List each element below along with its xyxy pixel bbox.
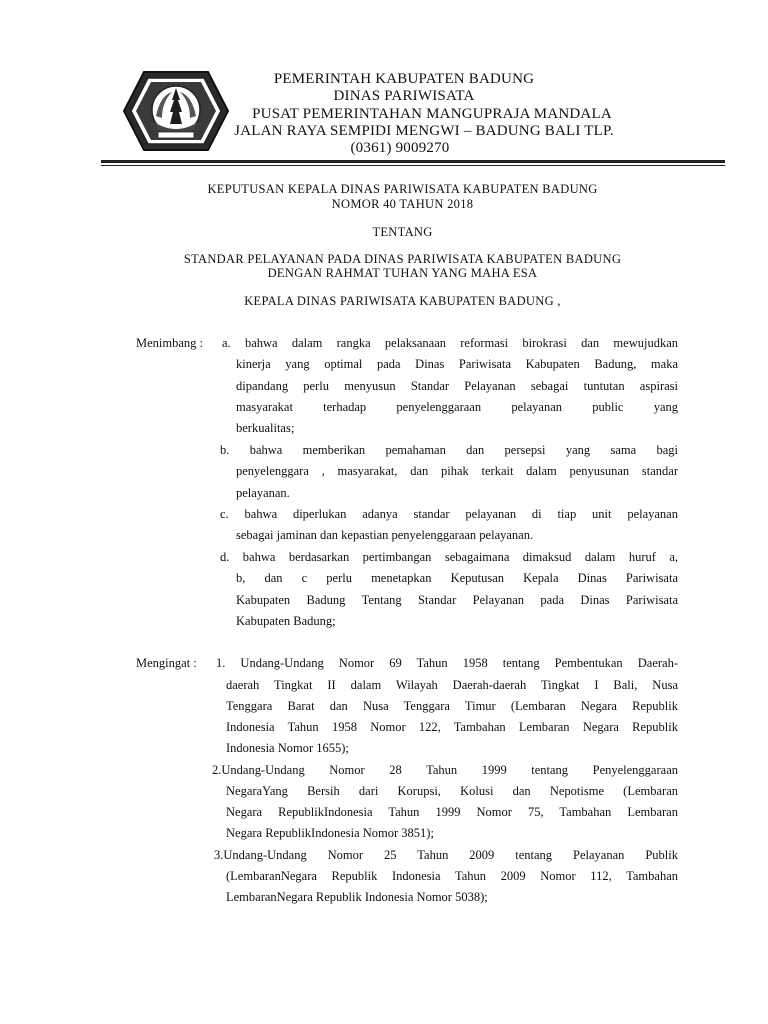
- menimbang-label: Menimbang :: [136, 336, 204, 350]
- decree-about: TENTANG: [372, 225, 433, 239]
- decree-title: KEPUTUSAN KEPALA DINAS PARIWISATA KABUPATEN BADUNG: [207, 182, 598, 196]
- menimbang-line: b, dan c perlu menetapkan Keputusan Kepala Dinas Pariwisata: [236, 571, 678, 585]
- decree-official: KEPALA DINAS PARIWISATA KABUPATEN BADUNG ,: [244, 294, 561, 308]
- menimbang-line: dipandang perlu menyusun Standar Pelayanan sebagai tuntutan aspirasi: [236, 379, 678, 393]
- header-government-name: PEMERINTAH KABUPATEN BADUNG: [273, 71, 535, 87]
- menimbang-line: masyarakat terhadap penyelenggaraan pelayanan public yang: [236, 400, 678, 414]
- menimbang-line: kinerja yang optimal pada Dinas Pariwisata Kabupaten Badung, maka: [236, 357, 678, 371]
- decree-subject: STANDAR PELAYANAN PADA DINAS PARIWISATA KABUPATEN BADUNG: [183, 252, 622, 266]
- mengingat-line: LembaranNegara Republik Indonesia Nomor 5038);: [226, 890, 488, 904]
- header-rule-thin: [101, 165, 725, 166]
- mengingat-line: 3.Undang-Undang Nomor 25 Tahun 2009 tentang Pelayanan Publik: [214, 848, 678, 862]
- menimbang-line: b. bahwa memberikan pemahaman dan persepsi yang sama bagi: [220, 443, 678, 457]
- menimbang-line: Kabupaten Badung Tentang Standar Pelayanan pada Dinas Pariwisata: [236, 593, 678, 607]
- menimbang-line: pelayanan.: [236, 486, 290, 500]
- mengingat-line: daerah Tingkat II dalam Wilayah Daerah-daerah Tingkat I Bali, Nusa: [226, 678, 678, 692]
- mengingat-line: (LembaranNegara Republik Indonesia Tahun 2009 Nomor 112, Tambahan: [226, 869, 678, 883]
- mengingat-line: 1. Undang-Undang Nomor 69 Tahun 1958 tentang Pembentukan Daerah-: [216, 656, 678, 670]
- mengingat-line: Indonesia Nomor 1655);: [226, 741, 349, 755]
- menimbang-line: sebagai jaminan dan kepastian penyelenggaraan pelayanan.: [236, 528, 534, 542]
- mengingat-line: Tenggara Barat dan Nusa Tenggara Timur (Lembaran Negara Republik: [226, 699, 678, 713]
- mengingat-line: Indonesia Tahun 1958 Nomor 122, Tambahan Lembaran Negara Republik: [226, 720, 678, 734]
- menimbang-line: penyelenggara , masyarakat, dan pihak terkait dalam penyusunan standar: [236, 464, 678, 478]
- header-rule-thick: [101, 160, 725, 163]
- menimbang-line: a. bahwa dalam rangka pelaksanaan reformasi birokrasi dan mewujudkan: [222, 336, 678, 350]
- header-address: JALAN RAYA SEMPIDI MENGWI – BADUNG BALI TLP.: [234, 123, 614, 139]
- menimbang-line: Kabupaten Badung;: [236, 614, 336, 628]
- mengingat-line: Negara RepublikIndonesia Nomor 3851);: [226, 826, 434, 840]
- decree-blessing: DENGAN RAHMAT TUHAN YANG MAHA ESA: [267, 266, 538, 280]
- header-center-name: PUSAT PEMERINTAHAN MANGUPRAJA MANDALA: [252, 106, 612, 122]
- mengingat-line: Negara RepublikIndonesia Tahun 1999 Nomor 75, Tambahan Lembaran: [226, 805, 678, 819]
- header-phone: (0361) 9009270: [350, 140, 450, 156]
- menimbang-line: d. bahwa berdasarkan pertimbangan sebagaimana dimaksud dalam huruf a,: [220, 550, 678, 564]
- mengingat-label: Mengingat :: [136, 656, 197, 670]
- header-office-name: DINAS PARIWISATA: [333, 88, 475, 104]
- mengingat-line: 2.Undang-Undang Nomor 28 Tahun 1999 tentang Penyelenggaraan: [212, 763, 678, 777]
- mengingat-line: NegaraYang Bersih dari Korupsi, Kolusi dan Nepotisme (Lembaran: [226, 784, 678, 798]
- decree-number: NOMOR 40 TAHUN 2018: [331, 197, 474, 211]
- menimbang-line: berkualitas;: [236, 421, 295, 435]
- menimbang-line: c. bahwa diperlukan adanya standar pelayanan di tiap unit pelayanan: [220, 507, 678, 521]
